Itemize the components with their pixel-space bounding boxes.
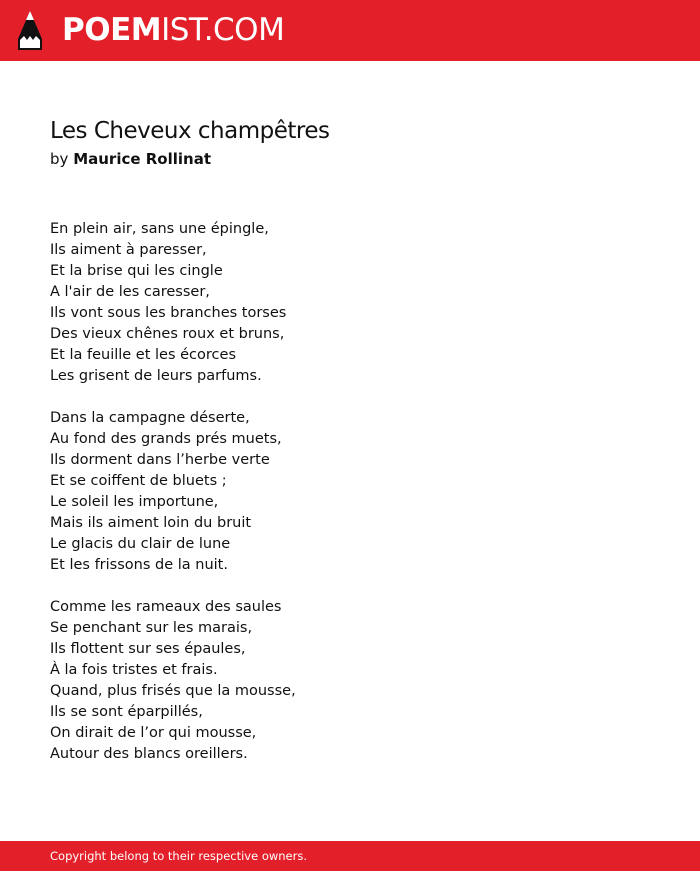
poem-body <box>50 219 650 786</box>
poem-line: Des vieux chênes roux et bruns, <box>50 326 285 342</box>
copyright-text: Copyright belong to their respective owners. <box>50 849 308 863</box>
poem-line: Et se coiffent de bluets ; <box>50 473 227 489</box>
poem-line: Mais ils aiment loin du bruit <box>50 515 252 531</box>
poem-line: Se penchant sur les marais, <box>50 620 253 636</box>
poem-line: Le soleil les importune, <box>50 494 219 510</box>
poem-line: Et la brise qui les cingle <box>50 263 223 279</box>
page-title: Les Cheveux champêtres <box>50 118 330 144</box>
poem-line: En plein air, sans une épingle, <box>50 221 269 237</box>
poem-line: Ils se sont éparpillés, <box>50 704 203 720</box>
poem-line: On dirait de l’or qui mousse, <box>50 725 257 741</box>
poem-line: Dans la campagne déserte, <box>50 410 250 426</box>
poem-line: A l'air de les caresser, <box>50 284 210 300</box>
poem-line: Les grisent de leurs parfums. <box>50 368 262 384</box>
poem-line: Et les frissons de la nuit. <box>50 557 228 573</box>
poem-line: Au fond des grands prés muets, <box>50 431 282 447</box>
poem-line: Ils vont sous les branches torses <box>50 305 287 321</box>
site-header <box>0 0 700 61</box>
author-name: Maurice Rollinat <box>73 150 211 168</box>
stanza <box>50 597 650 765</box>
brand-light-text: IST.COM <box>161 12 285 48</box>
poem-line: Le glacis du clair de lune <box>50 536 231 552</box>
poem-line: Autour des blancs oreillers. <box>50 746 248 762</box>
poem-line: Ils flottent sur ses épaules, <box>50 641 246 657</box>
poem-line: Quand, plus frisés que la mousse, <box>50 683 296 699</box>
pencil-tip-icon <box>16 9 44 52</box>
poem-line: Et la feuille et les écorces <box>50 347 236 363</box>
site-footer <box>0 841 700 871</box>
poem-line: Ils dorment dans l’herbe verte <box>50 452 270 468</box>
brand-bold-text: POEM <box>62 12 162 48</box>
poem-line: Ils aiment à paresser, <box>50 242 207 258</box>
stanza <box>50 408 650 576</box>
site-logo[interactable] <box>62 12 284 48</box>
stanza <box>50 219 650 387</box>
by-label: by <box>50 150 69 168</box>
byline <box>50 149 211 169</box>
poem-line: À la fois tristes et frais. <box>50 662 218 678</box>
poem-line: Comme les rameaux des saules <box>50 599 282 615</box>
